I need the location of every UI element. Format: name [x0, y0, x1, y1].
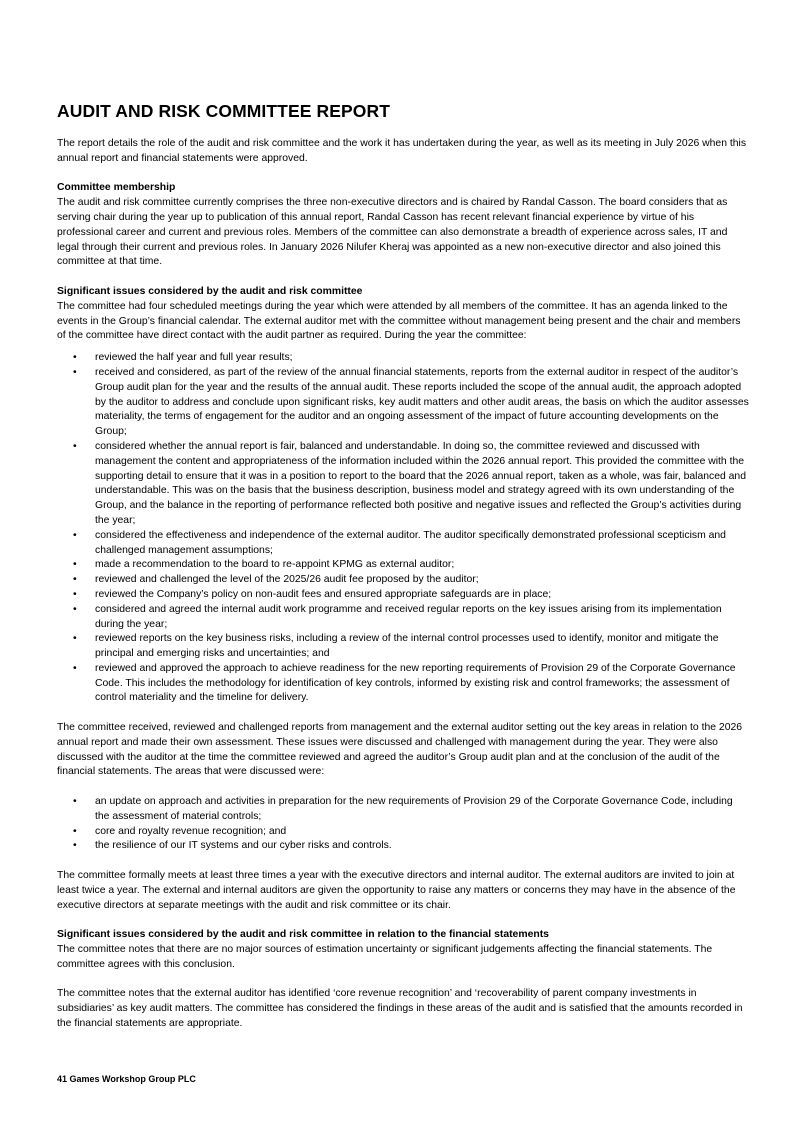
list-item: [57, 573, 749, 588]
bullet-icon: •: [73, 588, 77, 600]
list-item-text: reviewed reports on the key business risks, including a review of the internal control processes used to identify, monitor and mitigate the principal and emerging risks and uncertainties; and: [95, 633, 719, 660]
bullet-icon: •: [73, 603, 77, 615]
list-item: [57, 529, 749, 559]
significant-issues-heading: Significant issues considered by the audit and risk committee: [57, 285, 363, 297]
meetings-paragraph: The committee formally meets at least three times a year with the executive directors and internal auditor. The external auditors are invited to join at least twice a year. The external and internal auditors are given the opportunity to raise any matters or concerns they may have in the absence of the executive directors at separate meetings with the audit and risk committee or its chair.: [57, 870, 736, 911]
list-item: [57, 795, 749, 825]
list-item-text: reviewed and challenged the level of the 2025/26 audit fee proposed by the auditor;: [95, 574, 479, 586]
list-item: [57, 440, 749, 529]
list-item-text: the resilience of our IT systems and our cyber risks and controls.: [95, 840, 392, 852]
financial-statements-section: [57, 928, 749, 972]
list-item: [57, 632, 749, 662]
list-item-text: made a recommendation to the board to re-appoint KPMG as external auditor;: [95, 559, 455, 571]
list-item-text: an update on approach and activities in preparation for the new requirements of Provision 29 of the Corporate Governance Code, including the assessment of material controls;: [95, 796, 733, 822]
page-footer: 41 Games Workshop Group PLC: [57, 1074, 196, 1084]
discussed-areas-list: [57, 795, 749, 854]
bullet-icon: •: [73, 574, 77, 586]
bullet-icon: •: [73, 559, 77, 571]
review-paragraph: The committee received, reviewed and challenged reports from management and the external auditor setting out the key areas in relation to the 2026 annual report and made their own assessment. These issues were discussed and challenged with management during the year. They were also discussed with the auditor at the time the committee reviewed and agreed the auditor’s Group audit plan and at the conclusion of the audit of the financial statements. The areas that were discussed were:: [57, 722, 743, 778]
committee-activities-list: [57, 351, 749, 706]
membership-section: [57, 181, 749, 270]
bullet-icon: •: [73, 366, 77, 378]
bullet-icon: •: [73, 796, 77, 808]
bullet-icon: •: [73, 840, 77, 852]
bullet-icon: •: [73, 662, 77, 674]
financial-statements-text: The committee notes that there are no major sources of estimation uncertainty or significant judgements affecting the financial statements. The committee agrees with this conclusion.: [57, 944, 713, 970]
list-item: [57, 662, 749, 706]
list-item-text: reviewed the half year and full year results;: [95, 352, 293, 364]
list-item: [57, 366, 749, 440]
intro-paragraph: The report details the role of the audit and risk committee and the work it has undertaken during the year, as well as its meeting in July 2026 when this annual report and financial statements were approved.: [57, 138, 747, 164]
bullet-icon: •: [73, 825, 77, 837]
membership-heading: Committee membership: [57, 182, 176, 194]
list-item: [57, 351, 749, 366]
bullet-icon: •: [73, 633, 77, 645]
bullet-icon: •: [73, 440, 77, 452]
list-item-text: core and royalty revenue recognition; and: [95, 825, 287, 837]
list-item-text: received and considered, as part of the review of the annual financial statements, reports from the external auditor in respect of the auditor’s Group audit plan for the year and the results of the annual audit. These reports included the scope of the annual audit, the approach adopted by the auditor to address and conclude upon significant risks, key audit matters and other audit areas, the basis on which the auditor assesses materiality, the terms of engagement for the auditor and an ongoing assessment of the impact of future accounting developments on the Group;: [95, 366, 749, 438]
significant-issues-text: The committee had four scheduled meetings during the year which were attended by all members of the committee. It has an agenda linked to the events in the Group’s financial calendar. The external auditor met with the committee without management being present and the chair and members of the committee have direct contact with the audit partner as required. During the year the committee:: [57, 300, 741, 342]
list-item: [57, 825, 749, 840]
significant-issues-section: [57, 285, 749, 344]
membership-text: The audit and risk committee currently comprises the three non-executive directors and is chaired by Randal Casson. The board considers that as serving chair during the year up to publication of this annual report, Randal Casson has recent relevant financial experience by virtue of his professional career and current and previous roles. Members of the committee can also demonstrate a breadth of experience across sales, IT and legal through their current and previous roles. In January 2026 Nilufer Kheraj was appointed as a new non-executive director and also joined this committee at that time.: [57, 197, 728, 268]
list-item: [57, 558, 749, 573]
list-item-text: considered whether the annual report is fair, balanced and understandable. In doing so, the committee reviewed and discussed with management the content and appropriateness of the information included within the 2026 annual report. This provided the committee with the supporting detail to ensure that it was in a position to report to the board that the 2026 annual report, taken as a whole, was fair, balanced and understandable. This was on the basis that the business description, business model and strategy agreed with its own understanding of the Group, and the balance in the reporting of performance reflected both positive and negative issues and reflected the Group’s activities during the year;: [95, 440, 746, 526]
list-item: [57, 839, 749, 854]
list-item-text: considered the effectiveness and independence of the external auditor. The auditor specifically demonstrated professional scepticism and challenged management assumptions;: [95, 529, 726, 556]
page-title: AUDIT AND RISK COMMITTEE REPORT: [57, 101, 391, 121]
report-body: [57, 137, 749, 1047]
list-item: [57, 588, 749, 603]
key-audit-matters-paragraph: The committee notes that the external auditor has identified ‘core revenue recognition’ and ‘recoverability of parent company investments in subsidiaries’ as key audit matters. The committee has considered the findings in these areas of the audit and is satisfied that the amounts recorded in the financial statements are appropriate.: [57, 988, 743, 1030]
list-item-text: reviewed the Company’s policy on non-audit fees and ensured appropriate safeguards are in place;: [95, 588, 552, 600]
list-item-text: considered and agreed the internal audit work programme and received regular reports on the key issues arising from its implementation during the year;: [95, 603, 722, 630]
list-item: [57, 603, 749, 633]
bullet-icon: •: [73, 529, 77, 541]
bullet-icon: •: [73, 352, 77, 364]
financial-statements-heading: Significant issues considered by the audit and risk committee in relation to the financial statements: [57, 929, 549, 941]
list-item-text: reviewed and approved the approach to achieve readiness for the new reporting requirements of Provision 29 of the Corporate Governance Code. This includes the methodology for identification of key controls, informed by existing risk and control frameworks; the assessment of control materiality and the timeline for delivery.: [95, 662, 736, 704]
